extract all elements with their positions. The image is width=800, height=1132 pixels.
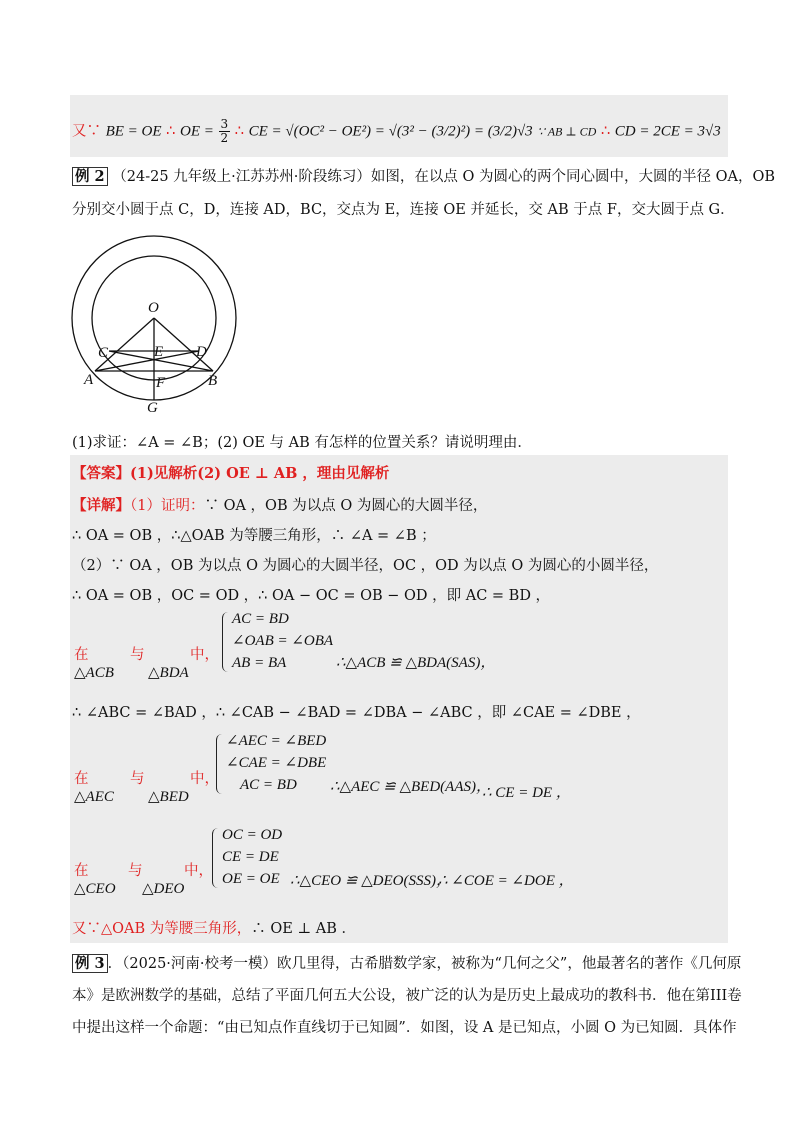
label-D: D xyxy=(196,344,207,360)
label-E: E xyxy=(154,344,164,360)
concentric-circles-figure xyxy=(68,232,243,417)
answer-line: 【答案】(1)见解析(2) OE ⊥ AB ，理由见解析 xyxy=(72,465,390,482)
system2-rows: ∠AEC = ∠BED ∠CAE = ∠DBE AC = BD xyxy=(226,733,327,793)
example2-question: (1)求证：∠A = ∠B；(2) OE 与 AB 有怎样的位置关系？请说明理由． xyxy=(72,435,532,451)
example-tag: 例 3 xyxy=(72,954,108,973)
system2-and: 与 xyxy=(130,771,145,787)
label-C: C xyxy=(98,345,109,361)
example3-line2: 本》是欧洲数学的基础，总结了平面几何五大公设，被广泛的认为是历史上最成功的教科书．他在第III卷 xyxy=(72,988,742,1004)
segment-AD xyxy=(95,351,199,371)
system2-triangle1: △AEC xyxy=(74,789,114,805)
label-O: O xyxy=(148,300,159,316)
brace xyxy=(222,612,229,672)
label-F: F xyxy=(156,375,166,391)
system3-intro: 在 xyxy=(74,863,89,879)
system3-conclusion: ∴△CEO ≌ △DEO(SSS)， xyxy=(290,873,452,889)
example-tag: 例 2 xyxy=(72,167,108,186)
system1-triangle2: △BDA xyxy=(148,665,189,681)
label-G: G xyxy=(147,400,158,416)
system1-conclusion: ∴△ACB ≌ △BDA(SAS)， xyxy=(336,655,496,671)
system3-and: 与 xyxy=(128,863,143,879)
example3-line1: 例 3 ．（2025·河南·校考一模）欧几里得，古希腊数学家，被称为“几何之父”，他最著名的著作《几何原 xyxy=(72,955,741,973)
system3-rows: OC = OD CE = DE OE = OE xyxy=(222,827,283,887)
system2-triangle2: △BED xyxy=(148,789,189,805)
detail-line3: （2）∵ OA ，OB 为以点 O 为圆心的大圆半径，OC ，OD 为以点 O 为圆心的小圆半径， xyxy=(72,558,659,574)
detail-line1: 【详解】（1）证明：∵ OA ，OB 为以点 O 为圆心的大圆半径， xyxy=(72,497,488,514)
label-A: A xyxy=(84,372,94,388)
system2-intro: 在 xyxy=(74,771,89,787)
example2-line1: 例 2 （24-25 九年级上·江苏苏州·阶段练习）如图，在以点 O 为圆心的两个同心圆中，大圆的半径 OA，OB xyxy=(72,168,775,186)
system1-triangle1: △ACB xyxy=(74,665,114,681)
system1-mid: 中， xyxy=(190,647,219,663)
system3-conclusion2: ∴ ∠COE = ∠DOE ， xyxy=(438,873,574,889)
label-B: B xyxy=(208,373,218,389)
system2-conclusion: ∴△AEC ≌ △BED(AAS)， xyxy=(330,779,491,795)
system3-mid: 中， xyxy=(184,863,213,879)
detail-line6: 又∵△OAB 为等腰三角形，∴ OE ⊥ AB ． xyxy=(72,921,356,937)
system1-rows: AC = BD ∠OAB = ∠OBA AB = BA xyxy=(232,611,334,671)
detail-line2: ∴ OA = OB ，∴△OAB 为等腰三角形，∴ ∠A = ∠B ； xyxy=(72,528,436,544)
system1-and: 与 xyxy=(130,647,145,663)
example3-line3: 中提出这样一个命题：“由已知点作直线切于已知圆”．如图，设 A 是已知点，小圆 O 为已知圆．具体作 xyxy=(72,1020,737,1036)
fraction: $\frac{3}{2}$ xyxy=(220,117,229,145)
example2-line2: 分别交小圆于点 C，D，连接 AD，BC，交点为 E，连接 OE 并延长，交 AB 于点 F，交大圆于点 G． xyxy=(72,202,735,218)
system2-mid: 中， xyxy=(190,771,219,787)
system2-conclusion2: ∴ CE = DE ， xyxy=(482,785,571,801)
system3-triangle1: △CEO xyxy=(74,881,116,897)
system3-triangle2: △DEO xyxy=(142,881,185,897)
brace xyxy=(212,828,219,888)
previous-solution-line: 又∵ BE = OE ∴ OE = $\frac{3}{2}$ ∴ CE = √(OC² − OE²) = √(3² − (3/2)²) = (3/2)√3 ∵ AB ⊥ CD ∴ CD = 2CE = 3√3 xyxy=(72,117,721,145)
brace xyxy=(216,734,223,794)
system1-intro: 在 xyxy=(74,647,89,663)
detail-line4: ∴ OA = OB ，OC = OD ，∴ OA − OC = OB − OD ，即 AC = BD ， xyxy=(72,588,551,604)
detail-line5: ∴ ∠ABC = ∠BAD ，∴ ∠CAB − ∠BAD = ∠DBA − ∠ABC ，即 ∠CAE = ∠DBE ， xyxy=(72,705,641,721)
